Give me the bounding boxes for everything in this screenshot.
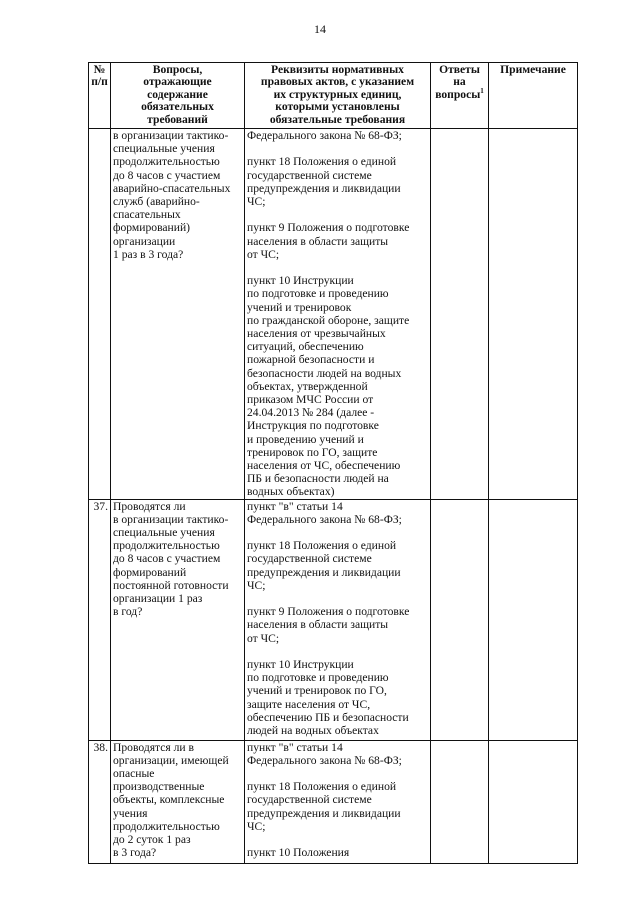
header-num [89, 63, 111, 129]
requisite-text-line: от ЧС; [247, 631, 280, 645]
header-note-text: Примечание [500, 63, 566, 76]
question-text-line: аварийно-спасательных [113, 181, 231, 195]
requisite-text-line: пункт 18 Положения о единой [247, 780, 397, 794]
question-text-line: до 8 часов с участием [113, 168, 221, 182]
page-number: 14 [314, 22, 326, 36]
requisite-text-line: учений и тренировок [247, 300, 352, 314]
requisite-text-line: пункт 10 Инструкции [247, 658, 354, 672]
requisite-text-line: безопасности людей на водных [247, 366, 402, 380]
question-text-line: производственные [113, 780, 205, 794]
question-text-line: продолжительностью [113, 539, 220, 553]
header-question-text: Вопросы, отражающие содержание обязательных требований [141, 63, 214, 126]
answer-cell [431, 740, 489, 863]
question-cell [111, 129, 245, 500]
table-row [89, 499, 578, 740]
requisite-text-line: пункт "в" статьи 14 [247, 499, 343, 513]
requisite-text-line: пункт "в" статьи 14 [247, 740, 343, 754]
question-text-line: в год? [113, 605, 143, 619]
requisite-text-line: Инструкция по подготовке [247, 419, 379, 433]
question-text-line: продолжительностью [113, 155, 220, 169]
requisite-text-line: по подготовке и проведению [247, 671, 389, 685]
question-cell [111, 499, 245, 740]
requisite-text-line: пожарной безопасности и [247, 353, 375, 367]
requisite-text-line: тренировок по ГО, защите [247, 445, 378, 459]
line-gap [247, 526, 428, 539]
question-text-line: спасательных [113, 208, 181, 222]
row-number [89, 129, 111, 500]
requisite-text-line: пункт 9 Положения о подготовке [247, 605, 410, 619]
header-answers-footnote: 1 [480, 86, 484, 95]
requisite-text-line: ПБ и безопасности людей на [247, 472, 389, 486]
requisite-text-line: обеспечению ПБ и безопасности [247, 710, 409, 724]
line-gap [247, 767, 428, 780]
note-cell [489, 740, 578, 863]
question-text-line: организации, имеющей [113, 753, 229, 767]
requisite-text-line: пункт 10 Инструкции [247, 274, 354, 288]
question-text-line: до 2 суток 1 раз [113, 833, 191, 847]
line-gap [247, 833, 428, 846]
question-text-line: 1 раз в 3 года? [113, 247, 184, 261]
question-text-line: опасные [113, 767, 155, 781]
requisite-text-line: защите населения от ЧС, [247, 697, 371, 711]
line-gap [247, 592, 428, 605]
requisite-text-line: предупреждения и ликвидации [247, 806, 401, 820]
requisite-text-line: и проведению учений и [247, 432, 364, 446]
requisite-text-line: пункт 18 Положения о единой [247, 539, 397, 553]
question-text-line: учения [113, 806, 148, 820]
requisite-text-line: пункт 10 Положения [247, 846, 350, 860]
question-text-line: в организации тактико- [113, 512, 229, 526]
requisite-text-line: Федерального закона № 68-ФЗ; [247, 512, 402, 526]
line-gap [247, 142, 428, 155]
question-text-line: продолжительностью [113, 819, 220, 833]
question-text-line: специальные учения [113, 526, 215, 540]
header-note [489, 63, 578, 129]
header-answers-text: Ответы на вопросы [435, 63, 481, 101]
requisite-text-line: объектах, утвержденной [247, 379, 368, 393]
requisite-text-line: ситуаций, обеспечению [247, 340, 364, 354]
table-row [89, 129, 578, 500]
line-gap [247, 645, 428, 658]
requisite-text-line: предупреждения и ликвидации [247, 565, 401, 579]
requisite-text-line: населения в области защиты [247, 234, 389, 248]
requisite-text-line: предупреждения и ликвидации [247, 181, 401, 195]
question-text-line: организации [113, 234, 176, 248]
row-number: 38. [89, 740, 111, 863]
question-text-line: формирований [113, 565, 187, 579]
question-text-line: в 3 года? [113, 846, 157, 860]
table-row [89, 740, 578, 863]
requisite-text-line: государственной системе [247, 793, 372, 807]
requisite-text-line: пункт 18 Положения о единой [247, 155, 397, 169]
requisite-text-line: по гражданской обороне, защите [247, 313, 410, 327]
table-header-row [89, 63, 578, 129]
requisite-text-line: населения от чрезвычайных [247, 327, 386, 340]
question-text-line: формирований) [113, 221, 191, 235]
requisites-cell [245, 499, 431, 740]
requisite-text-line: населения от ЧС, обеспечению [247, 459, 401, 473]
question-text-line: служб (аварийно- [113, 195, 200, 209]
requisite-text-line: 24.04.2013 № 284 (далее - [247, 406, 375, 420]
requisite-text-line: населения в области защиты [247, 618, 389, 632]
answer-cell [431, 129, 489, 500]
requisite-text-line: водных объектах) [247, 485, 335, 499]
question-text-line: в организации тактико- [113, 129, 229, 142]
requisite-text-line: ЧС; [247, 819, 266, 833]
line-gap [247, 261, 428, 274]
row-number: 37. [89, 499, 111, 740]
question-text-line: Проводятся ли [113, 499, 186, 513]
question-text-line: Проводятся ли в [113, 740, 195, 754]
header-num-text: № п/п [91, 63, 108, 89]
header-requisites-text: Реквизиты нормативных правовых актов, с указанием их структурных единиц, которыми установлены обязательные требования [260, 63, 415, 126]
requisite-text-line: учений и тренировок по ГО, [247, 684, 387, 698]
requisites-cell [245, 129, 431, 500]
requisite-text-line: государственной системе [247, 168, 372, 182]
requisite-text-line: государственной системе [247, 552, 372, 566]
line-gap [247, 208, 428, 221]
requisite-text-line: по подготовке и проведению [247, 287, 389, 301]
question-text-line: объекты, комплексные [113, 793, 225, 807]
requisites-cell [245, 740, 431, 863]
question-cell [111, 740, 245, 863]
requisite-text-line: людей на водных объектах [247, 724, 379, 738]
note-cell [489, 129, 578, 500]
requirements-table [88, 62, 578, 864]
header-requisites [245, 63, 431, 129]
requisite-text-line: Федерального закона № 68-ФЗ; [247, 129, 402, 142]
header-answers [431, 63, 489, 129]
requisite-text-line: ЧС; [247, 578, 266, 592]
requisite-text-line: пункт 9 Положения о подготовке [247, 221, 410, 235]
question-text-line: до 8 часов с участием [113, 552, 221, 566]
requisite-text-line: Федерального закона № 68-ФЗ; [247, 753, 402, 767]
question-text-line: постоянной готовности [113, 578, 229, 592]
question-text-line: организации 1 раз [113, 592, 203, 606]
answer-cell [431, 499, 489, 740]
requisite-text-line: ЧС; [247, 195, 266, 208]
question-text-line: специальные учения [113, 142, 215, 156]
header-question [111, 63, 245, 129]
requisite-text-line: приказом МЧС России от [247, 393, 374, 407]
requisite-text-line: от ЧС; [247, 247, 280, 261]
note-cell [489, 499, 578, 740]
